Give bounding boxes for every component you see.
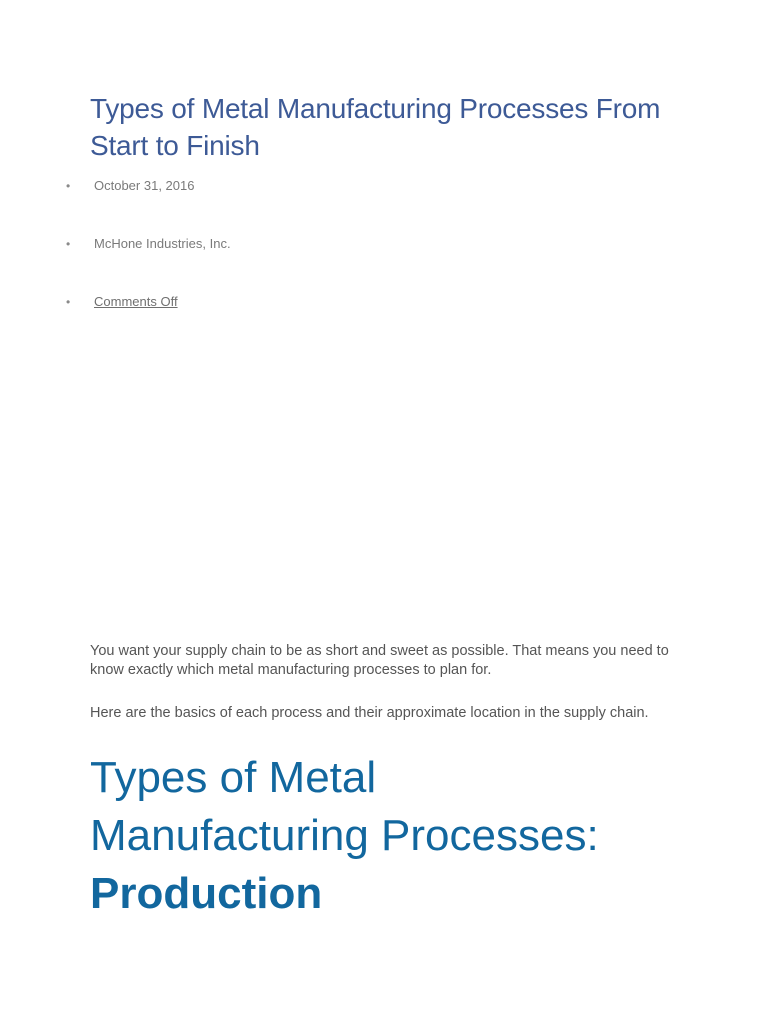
post-date: October 31, 2016 (94, 178, 195, 193)
meta-item-date (0, 176, 400, 196)
bullet-icon: • (66, 237, 71, 251)
intro-paragraph: You want your supply chain to be as short and sweet as possible. That means you need to know exactly which metal manufacturing processes to plan for. (90, 643, 669, 678)
comments-link[interactable]: Comments Off (94, 294, 178, 309)
summary-paragraph: Here are the basics of each process and their approximate location in the supply chain. (90, 705, 649, 721)
featured-image-area (90, 330, 680, 620)
section-heading-regular: Types of Metal Manufacturing Processes: (90, 753, 599, 860)
bullet-icon: • (66, 295, 71, 309)
meta-item-author (0, 234, 400, 254)
bullet-icon: • (66, 179, 71, 193)
post-title: Types of Metal Manufacturing Processes From Start to Finish (90, 93, 661, 161)
post-author: McHone Industries, Inc. (94, 236, 231, 251)
meta-item-comments (0, 292, 400, 312)
section-heading (90, 749, 650, 923)
section-heading-bold: Production (90, 869, 323, 918)
